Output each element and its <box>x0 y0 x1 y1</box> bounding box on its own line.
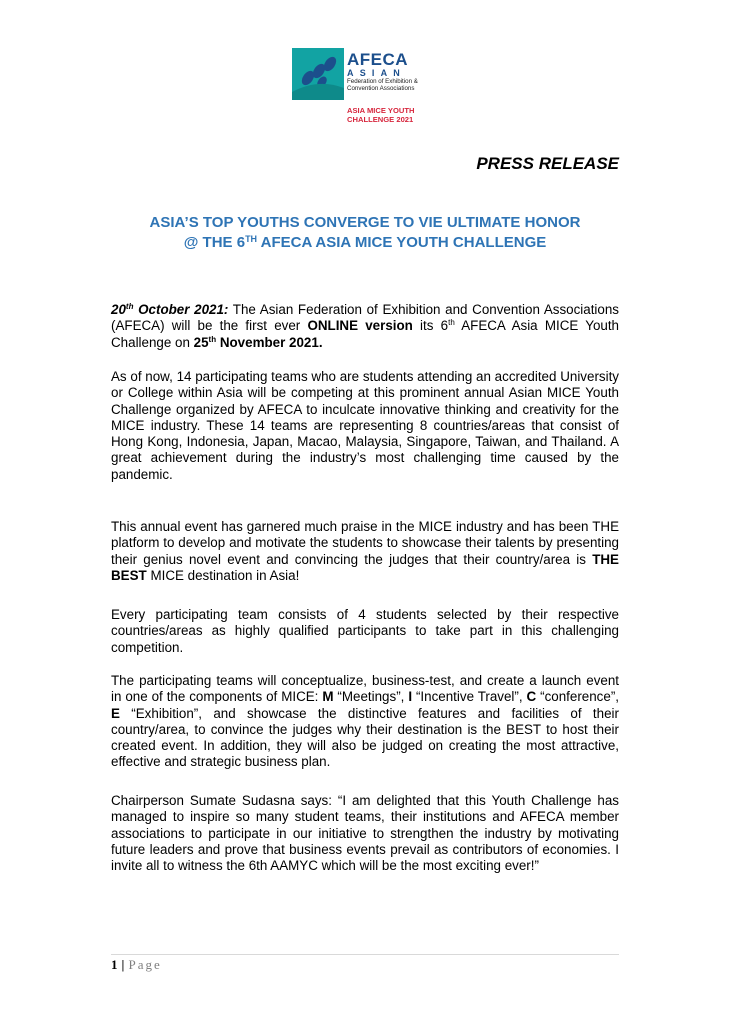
logo-event-name <box>347 106 415 124</box>
intro-date-number: 20 <box>111 302 126 317</box>
footer-divider <box>111 954 619 955</box>
intro-online-bold: ONLINE version <box>307 318 413 334</box>
logo-asian-wordmark: ASIAN <box>347 68 407 78</box>
headline-line-2 <box>100 233 630 253</box>
intro-text-2: its 6 <box>412 318 449 334</box>
intro-text-3: AFECA Asia MICE Youth Challenge on <box>111 318 620 350</box>
intro-date-sup: th <box>125 302 134 311</box>
intro-date2-sup: th <box>208 334 217 344</box>
headline-line-2-pre: @ THE 6 <box>183 234 246 251</box>
headline-line-2-post: AFECA ASIA MICE YOUTH CHALLENGE <box>257 234 547 251</box>
press-release-label: PRESS RELEASE <box>476 154 619 173</box>
paragraph-intro <box>111 302 619 351</box>
mice-letter-c: C <box>526 689 537 705</box>
logo-afeca-wordmark: AFECA <box>347 50 409 69</box>
intro-date2-number: 25 <box>193 334 209 350</box>
paragraph-annual-event <box>111 519 619 584</box>
annual-event-text-2: MICE destination in Asia! <box>146 567 300 583</box>
headline-line-1: ASIA’S TOP YOUTHS CONVERGE TO VIE ULTIMATE HONOR <box>149 214 581 231</box>
paragraph-chairperson-quote-text: Chairperson Sumate Sudasna says: “I am delighted that this Youth Challenge has managed to inspire so many student teams, their institutions and AFECA member associations to participate in our initiative to strengthen the industry by motivating future leaders and prove that business events prevail as contributors of economies. I invite all to witness the 6th AAMYC which will be the most exciting ever!” <box>111 793 619 874</box>
logo-event-line-2: CHALLENGE 2021 <box>347 115 414 124</box>
paragraph-teams-text: As of now, 14 participating teams who are students attending an accredited University or College within Asia will be competing at this prominent annual Asian MICE Youth Challenge organized by AFECA to inculcate innovative thinking and creativity for the MICE industry. These 14 teams are representing 8 countries/areas that consist of Hong Kong, Indonesia, Japan, Macao, Malaysia, Singapore, Taiwan, and Thailand. A great achievement during the industry’s most challenging time caused by the pandemic. <box>111 369 619 482</box>
afeca-logo-text <box>347 52 418 92</box>
afeca-logo <box>292 48 442 156</box>
footer-page-word: Page <box>128 957 162 972</box>
headline-line-2-sup: TH <box>245 234 258 244</box>
intro-date-rest: October 2021: <box>133 302 229 317</box>
paragraph-team-composition-text: Every participating team consists of 4 students selected by their respective countries/areas as highly qualified participants to take part in this challenging competition. <box>111 607 619 655</box>
paragraph-mice-components <box>111 673 619 771</box>
footer-page-number: 1 <box>111 957 118 972</box>
mice-text-5: “Exhibition”, and showcase the distinctive features and facilities of their country/area, to convince the judges why their destination is the BEST to host their created event. In addition, they will also be judged on creating the most attractive, effective and strategic business plan. <box>111 705 619 770</box>
mice-text-3: “Incentive Travel”, <box>412 689 527 705</box>
mice-text-1: The participating teams will conceptualize, business-test, and create a launch event in one of the components of MICE: <box>111 673 619 705</box>
paragraph-teams <box>111 369 619 483</box>
page-footer <box>111 957 162 973</box>
paragraph-team-composition <box>111 607 619 656</box>
mice-text-2: “Meetings”, <box>333 689 409 705</box>
footer-separator: | <box>117 957 129 972</box>
logo-subtitle-line-2: Convention Associations <box>347 85 415 93</box>
intro-text-2-sup: th <box>448 318 455 328</box>
headline <box>100 213 630 253</box>
mice-text-4: “conference”, <box>536 689 620 705</box>
intro-date2-rest: November 2021. <box>216 334 323 350</box>
mice-letter-e: E <box>111 705 120 721</box>
paragraph-chairperson-quote <box>111 793 619 874</box>
afeca-logo-mark-icon <box>292 48 344 100</box>
intro-text-1: The Asian Federation of Exhibition and Convention Associations (AFECA) will be the first ever <box>111 302 619 334</box>
annual-event-text-1: This annual event has garnered much praise in the MICE industry and has been THE platform to develop and motivate the students to showcase their talents by presenting their genius novel event and convincing the judges that their country/area is <box>111 519 619 567</box>
mice-letter-m: M <box>322 689 334 705</box>
mice-letter-i: I <box>408 689 413 705</box>
logo-event-line-1: ASIA MICE YOUTH <box>347 106 415 115</box>
annual-event-bold: THE BEST <box>111 551 619 583</box>
logo-subtitle-line-1: Federation of Exhibition & <box>347 78 418 85</box>
